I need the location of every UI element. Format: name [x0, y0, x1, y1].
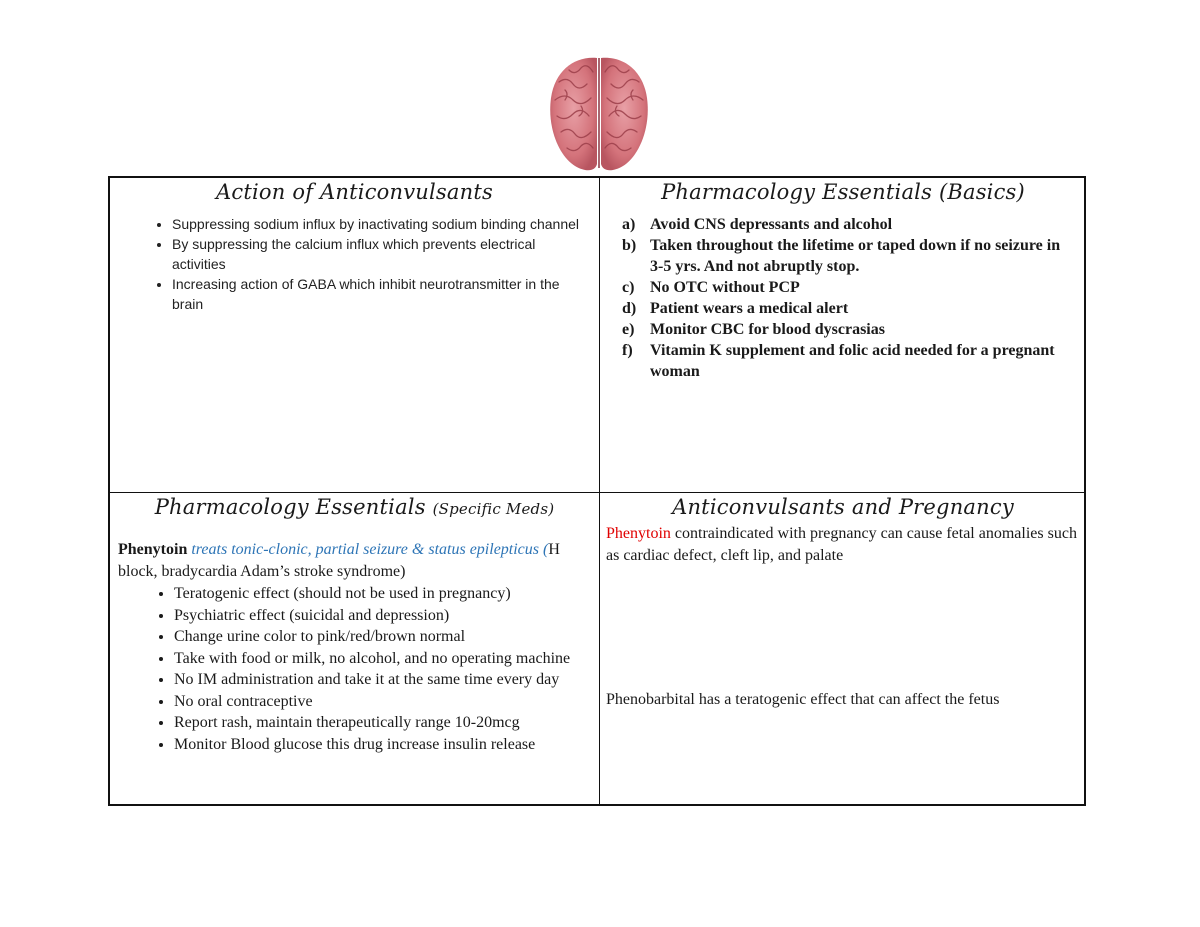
list-item: f) Vitamin K supplement and folic acid needed for a pregnant woman — [622, 342, 1055, 380]
list-item: a) Avoid CNS depressants and alcohol — [622, 216, 893, 233]
phenytoin-intro — [118, 539, 591, 583]
list-item: • By suppressing the calcium influx which prevents electrical activities — [172, 234, 587, 274]
list-item: • Report rash, maintain therapeutically range 10-20mcg — [174, 712, 591, 734]
list-item: • No oral contraceptive — [174, 691, 591, 713]
cell-basics — [600, 178, 1086, 492]
list-item: c) No OTC without PCP — [622, 279, 800, 296]
pregnancy-title: Anticonvulsants and Pregnancy — [672, 495, 1014, 519]
cell-pregnancy — [600, 493, 1086, 806]
list-item: e) Monitor CBC for blood dyscrasias — [622, 321, 885, 338]
specific-title: Pharmacology Essentials (Specific Meds) — [154, 495, 555, 519]
cell-specific-meds — [110, 493, 599, 806]
list-item: • Monitor Blood glucose this drug increase insulin release — [174, 734, 591, 756]
action-title: Action of Anticonvulsants — [216, 180, 493, 204]
list-item: d) Patient wears a medical alert — [622, 300, 849, 317]
list-item: • Increasing action of GABA which inhibit neurotransmitter in the brain — [172, 274, 587, 314]
specific-subtitle: (Specific Meds) — [432, 500, 555, 518]
list-item: • Change urine color to pink/red/brown normal — [174, 626, 591, 648]
indication-text: treats tonic-clonic, partial seizure & status epilepticus ( — [191, 541, 549, 558]
action-list — [122, 214, 587, 314]
pregnancy-phenytoin-note: Phenytoin contraindicated with pregnancy can cause fetal anomalies such as cardiac defect, cleft lip, and palate — [606, 525, 1077, 564]
basics-title: Pharmacology Essentials (Basics) — [661, 180, 1025, 204]
brain-illustration — [545, 52, 653, 176]
list-item: b) Taken throughout the lifetime or taped down if no seizure in 3-5 yrs. And not abruptly stop. — [622, 237, 1061, 275]
phenytoin-list — [118, 583, 591, 755]
list-item: • Suppressing sodium influx by inactivating sodium binding channel — [172, 214, 587, 234]
pregnancy-phenobarbital-note: Phenobarbital has a teratogenic effect that can affect the fetus — [606, 691, 1000, 708]
info-grid — [108, 176, 1086, 806]
cell-action — [110, 178, 599, 492]
list-item: • Psychiatric effect (suicidal and depression) — [174, 605, 591, 627]
drug-name: Phenytoin — [606, 525, 671, 542]
list-item: • Teratogenic effect (should not be used in pregnancy) — [174, 583, 591, 605]
effects-note: H block, bradycardia Adam’s stroke syndrome) — [118, 541, 560, 580]
list-item: • Take with food or milk, no alcohol, and no operating machine — [174, 648, 591, 670]
list-item: • No IM administration and take it at the same time every day — [174, 669, 591, 691]
basics-list — [610, 214, 1076, 382]
drug-name: Phenytoin — [118, 541, 188, 558]
